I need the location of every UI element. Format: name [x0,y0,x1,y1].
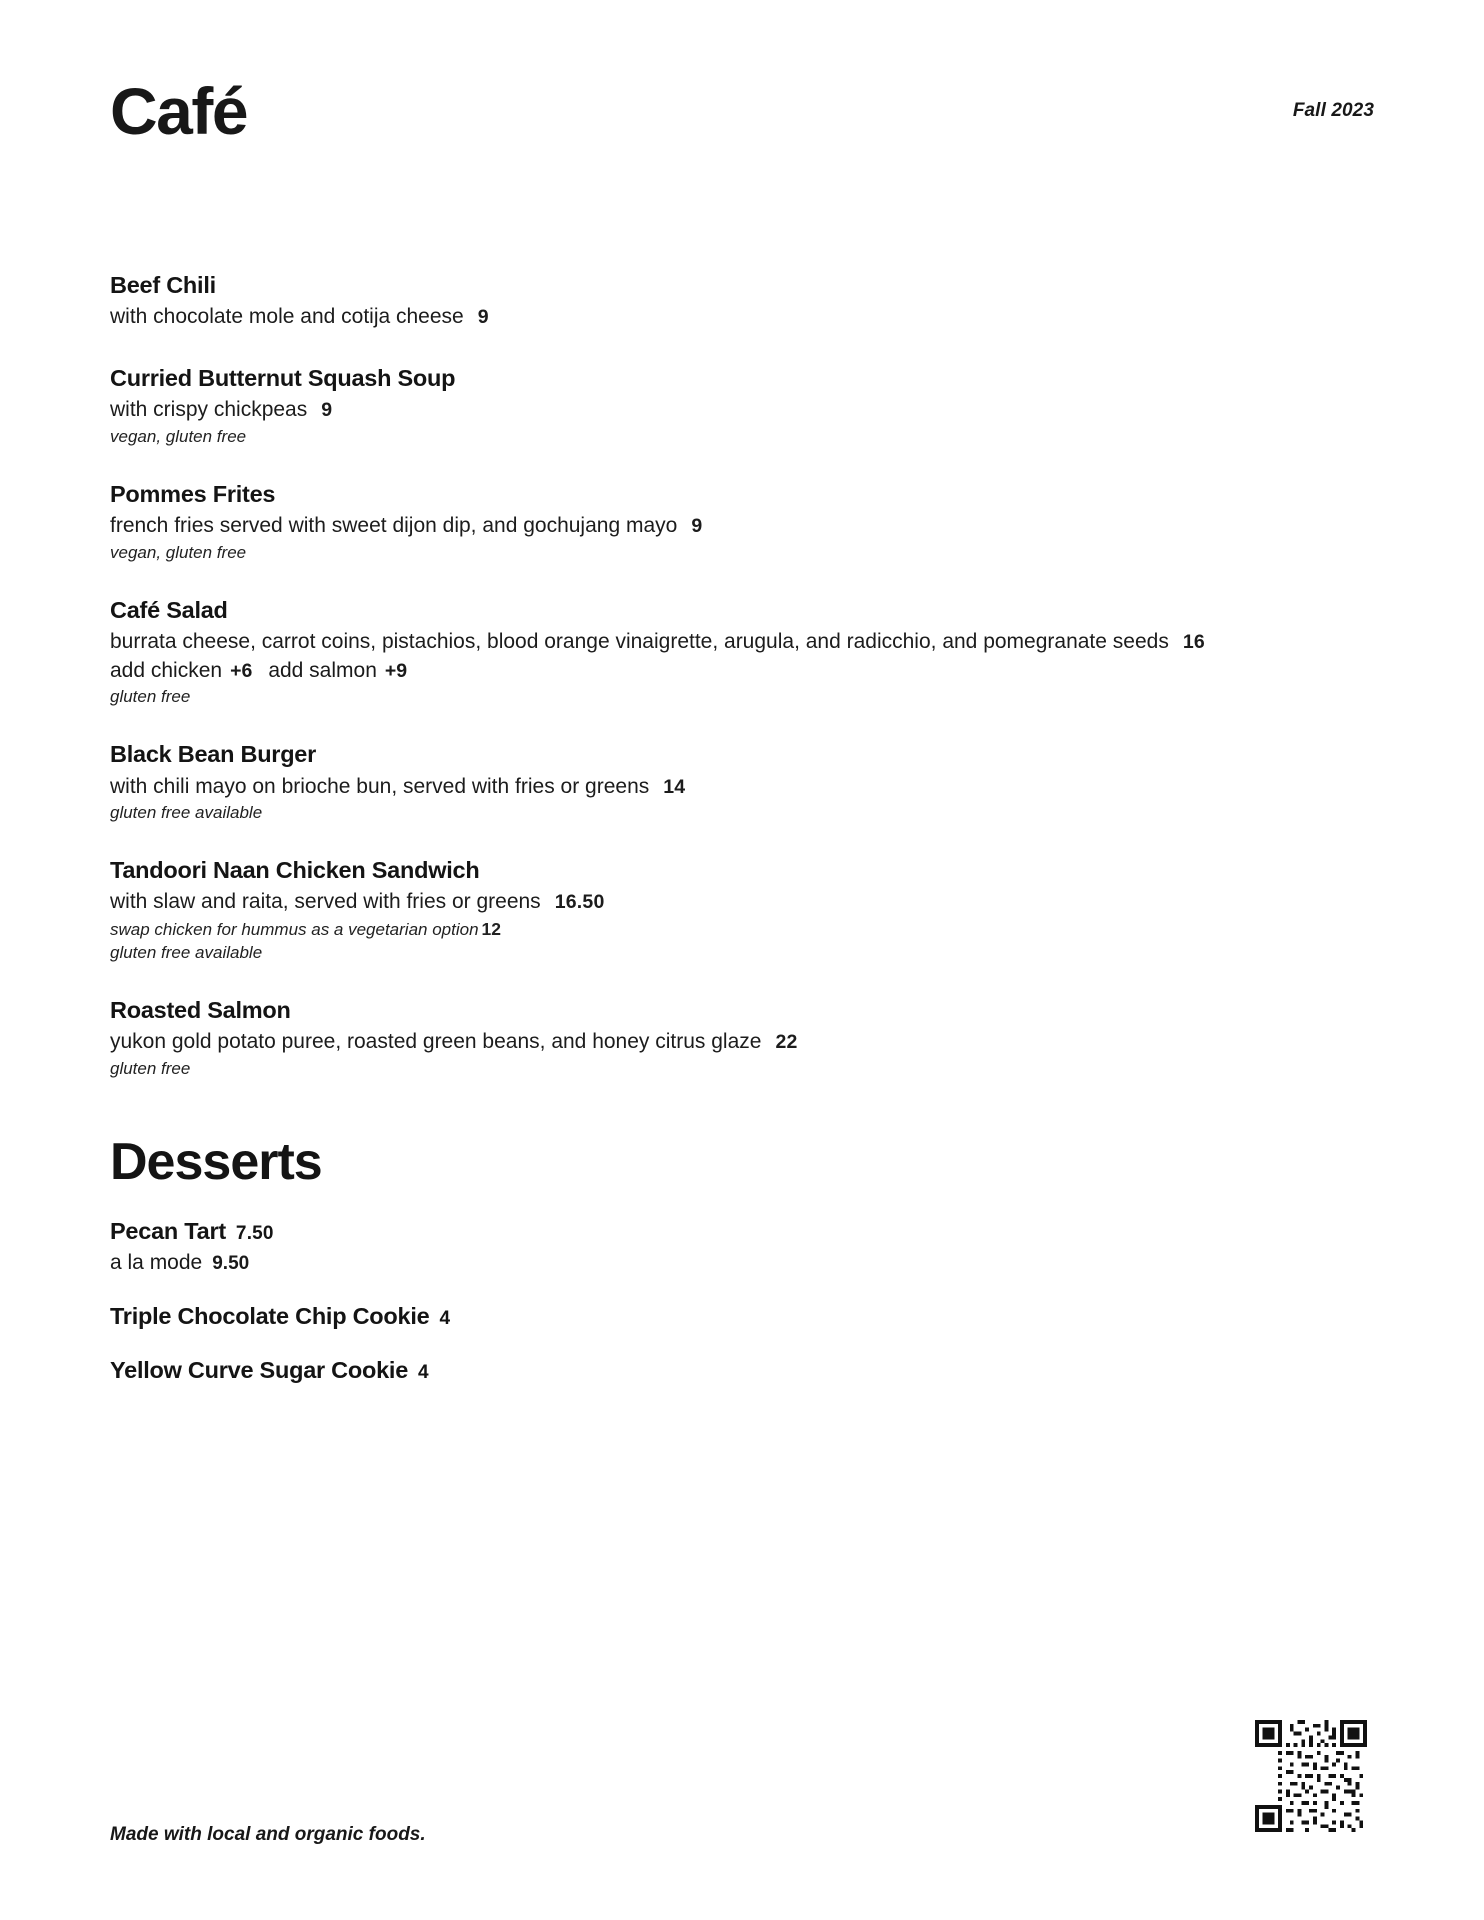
menu-item-description: with slaw and raita, served with fries or greens [110,890,541,914]
menu-item-description-line [110,1028,1374,1057]
menu-list [110,270,1374,1080]
menu-item-note: gluten free [110,687,191,707]
menu-item-name: Tandoori Naan Chicken Sandwich [110,857,480,884]
qr-code-icon[interactable] [1255,1720,1367,1832]
menu-item-description-line [110,303,1374,332]
addon-price: +6 [230,659,253,682]
menu-item-price: 9 [477,306,489,329]
menu-item-name: Black Bean Burger [110,741,317,768]
menu-item-price: 9 [691,514,703,537]
menu-item-description: yukon gold potato puree, roasted green beans, and honey citrus glaze [110,1030,762,1054]
menu-item [110,739,1374,824]
menu-item [110,479,1374,564]
menu-item-description: burrata cheese, carrot coins, pistachios, blood orange vinaigrette, arugula, and radicchio, and pomegranate seeds [110,629,1169,653]
season-label: Fall 2023 [1292,100,1374,121]
addon-label: add salmon [268,658,377,682]
menu-item-description: french fries served with sweet dijon dip, and gochujang mayo [110,513,678,537]
footer-note: Made with local and organic foods. [110,1824,426,1845]
dessert-item-name-line [110,1301,1374,1332]
menu-item [110,363,1374,448]
menu-item-description-line [110,628,1374,657]
desserts-list [110,1216,1374,1386]
menu-item-name: Pommes Frites [110,480,276,507]
dessert-item [110,1301,1374,1332]
dessert-item-name: Pecan Tart [110,1218,226,1245]
addon-price: +9 [384,659,408,682]
menu-item-description-line [110,888,1374,917]
menu-item-price: 16 [1182,630,1205,653]
menu-item-price: 22 [775,1031,798,1054]
menu-item-note: vegan, gluten free [110,542,247,562]
menu-item-description: with chili mayo on brioche bun, served with fries or greens [110,774,650,798]
page-title: Café [110,74,248,148]
menu-item-note: gluten free available [110,943,263,963]
dessert-item-price: 7.50 [235,1223,274,1245]
menu-item [110,855,1374,964]
menu-item [110,270,1374,332]
menu-item-note [110,918,1374,941]
menu-item-name: Café Salad [110,596,228,623]
dessert-item-name-line [110,1355,1374,1386]
menu-item [110,595,1374,709]
dessert-item [110,1355,1374,1386]
menu-item-description-line [110,396,1374,425]
dessert-item-name: Yellow Curve Sugar Cookie [110,1357,409,1384]
menu-item-addons [110,657,1374,686]
desserts-section-title: Desserts [110,1133,322,1192]
dessert-item-option-price: 9.50 [212,1253,250,1275]
menu-item-note: gluten free available [110,803,263,823]
dessert-item-price: 4 [418,1362,429,1384]
menu-item-name: Beef Chili [110,272,216,298]
dessert-item-name-line [110,1216,1374,1247]
menu-item-note: vegan, gluten free [110,426,247,446]
menu-item [110,995,1374,1080]
page-header [110,0,1374,188]
menu-item-price: 16.50 [554,891,605,914]
menu-item-price: 9 [321,398,333,421]
menu-item-description-line [110,512,1374,541]
dessert-item [110,1216,1374,1276]
menu-item-note: gluten free [110,1059,191,1079]
menu-item-name: Curried Butternut Squash Soup [110,364,456,391]
menu-item-description: with chocolate mole and cotija cheese [110,305,464,329]
menu-item-price: 14 [663,775,686,798]
menu-item-description: with crispy chickpeas [110,397,308,421]
addon-label: add chicken [110,658,223,682]
menu-item-note-text: swap chicken for hummus as a vegetarian option [110,920,479,940]
menu-item-note-price: 12 [481,919,501,940]
menu-item-description-line [110,773,1374,802]
dessert-item-option-line [110,1249,1374,1277]
dessert-item-option: a la mode [110,1251,203,1275]
menu-item-name: Roasted Salmon [110,997,291,1024]
dessert-item-name: Triple Chocolate Chip Cookie [110,1302,430,1329]
dessert-item-price: 4 [439,1307,451,1329]
